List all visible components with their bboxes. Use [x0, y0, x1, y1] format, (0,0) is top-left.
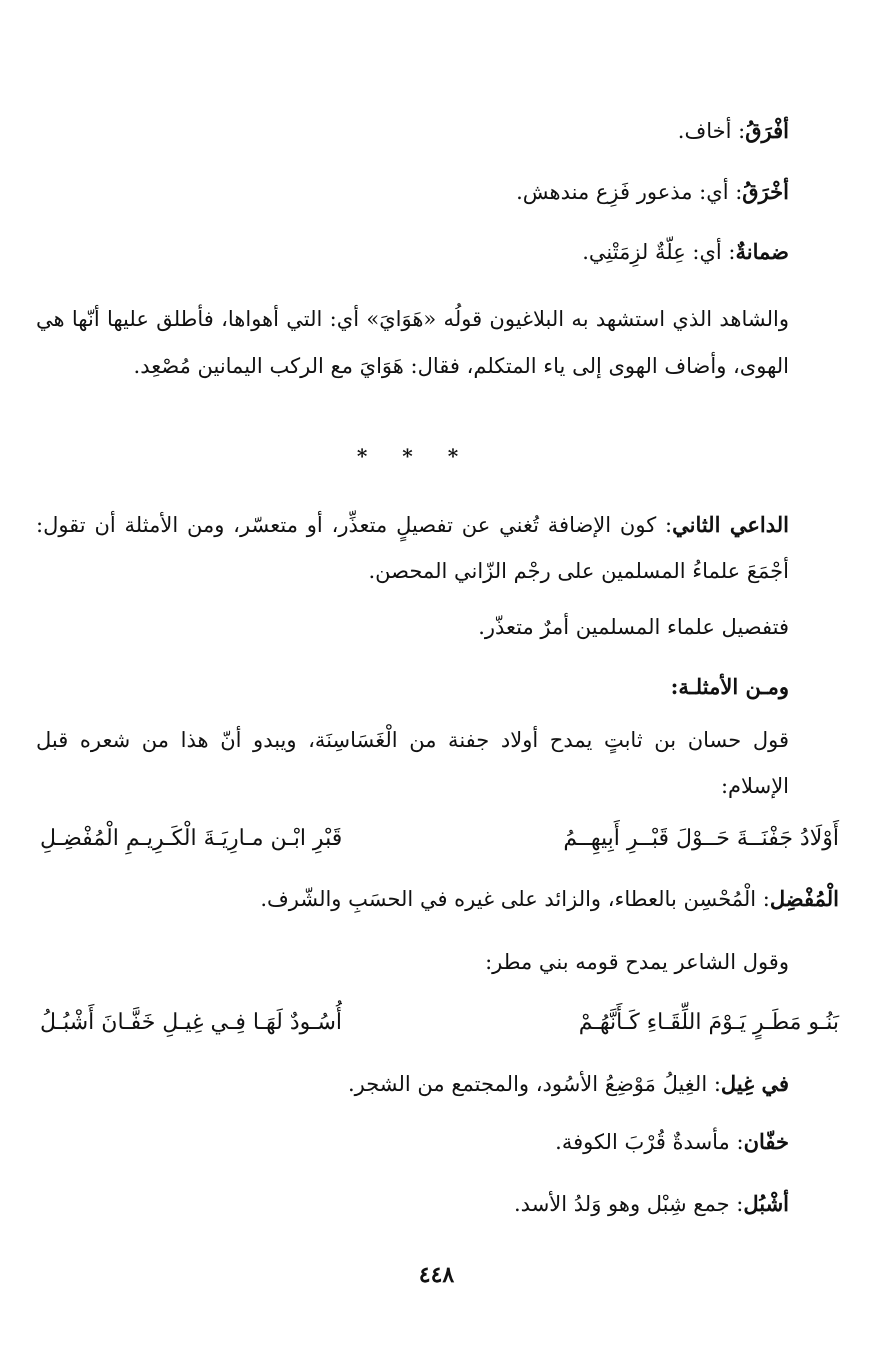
gloss-definition: : جمع شِبْل وهو وَلدُ الأسد. [514, 1192, 744, 1216]
gloss-term: أفْرَقُ [745, 118, 789, 143]
gloss-term: في غِيل [720, 1071, 789, 1096]
gloss-line-mufdil [40, 882, 839, 916]
gloss-line-ghil [40, 1067, 789, 1101]
gloss-line-damana: ضمانةٌ: أي: عِلّةٌ لزِمَتْنِي. [582, 239, 789, 264]
gloss-term: ضمانةٌ [735, 239, 789, 264]
paragraph-shahid: والشاهد الذي استشهد به البلاغيون قولُه «هَوَايَ» أي: التي أهواها، فأطلق عليها أنّها هي الهوى، وأضاف الهوى إلى ياء المتكلم، فقال: هَوَايَ مع الركب اليمانين مُصْعِد. [36, 307, 789, 378]
intro-line-bani-matar: وقول الشاعر يمدح قومه بني مطر: [485, 950, 789, 974]
explanation-line: فتفصيل علماء المسلمين أمرٌ متعذّر. [478, 615, 789, 639]
verse-first-hemistich: أَوْلَادُ جَفْنَــةَ حَــوْلَ قَبْــرِ أَبِيهِــمُ [563, 826, 839, 851]
paragraph-second-reason: الداعي الثاني: كون الإضافة تُغني عن تفصيلٍ متعذِّر، أو متعسّر، ومن الأمثلة أن تقول: أجْمَعَ علماءُ المسلمين على رجْم الزّاني المحصن. [36, 512, 789, 583]
verse-bani-matar [40, 1005, 839, 1041]
document-page [36, 0, 839, 1367]
examples-heading: ومـن الأمثلـة: [670, 674, 789, 699]
verse-first-hemistich: بَنُـو مَطَـرٍ يَـوْمَ اللِّقَـاءِ كَـأَنَّهُـمْ [578, 1010, 839, 1035]
gloss-definition: أي: مذعور فَزِع مندهش. [516, 180, 729, 204]
gloss-definition: أي: عِلّةٌ لزِمَتْنِي. [582, 240, 722, 264]
gloss-definition: : الغِيلُ مَوْضِعُ الأسُود، والمجتمع من الشجر. [347, 1072, 721, 1096]
page-number: ٤٤٨ [418, 1262, 455, 1288]
gloss-term: خفّان [743, 1129, 789, 1154]
gloss-term: الْمُفْضِل [769, 886, 839, 911]
gloss-term: أشْبُل [743, 1191, 789, 1216]
gloss-definition: : الْمُحْسِن بالعطاء، والزائد على غيره في الحسَبِ والشّرف. [260, 887, 770, 911]
gloss-line-akhraqu: أخْرَقُ: أي: مذعور فَزِع مندهش. [516, 179, 789, 204]
gloss-term: أخْرَقُ [742, 179, 789, 204]
gloss-definition: أخاف. [677, 119, 732, 143]
gloss-line-afraqu: أفْرَقُ: أخاف. [677, 118, 789, 143]
gloss-line-ashbul [40, 1187, 789, 1221]
verse-hassan [40, 821, 839, 857]
gloss-definition: : مأسدةٌ قُرْبَ الكوفة. [555, 1130, 744, 1154]
verse-second-hemistich: أُسُـودٌ لَهَـا فِـي غِيـلِ خَفَّـانَ أَشْبُـلُ [40, 1010, 342, 1035]
paragraph-lead-term: الداعي الثاني [672, 512, 789, 537]
paragraph-hassan: قول حسان بن ثابتٍ يمدح أولاد جفنة من الْغَسَاسِنَة، ويبدو أنّ هذا من شعره قبل الإسلام: [36, 728, 789, 798]
section-separator: * * * [356, 444, 473, 468]
gloss-line-khaffan [40, 1125, 789, 1159]
verse-second-hemistich: قَبْرِ ابْـن مـارِيَـةَ الْكَـرِيـمِ الْمُفْضِـلِ [40, 826, 343, 851]
